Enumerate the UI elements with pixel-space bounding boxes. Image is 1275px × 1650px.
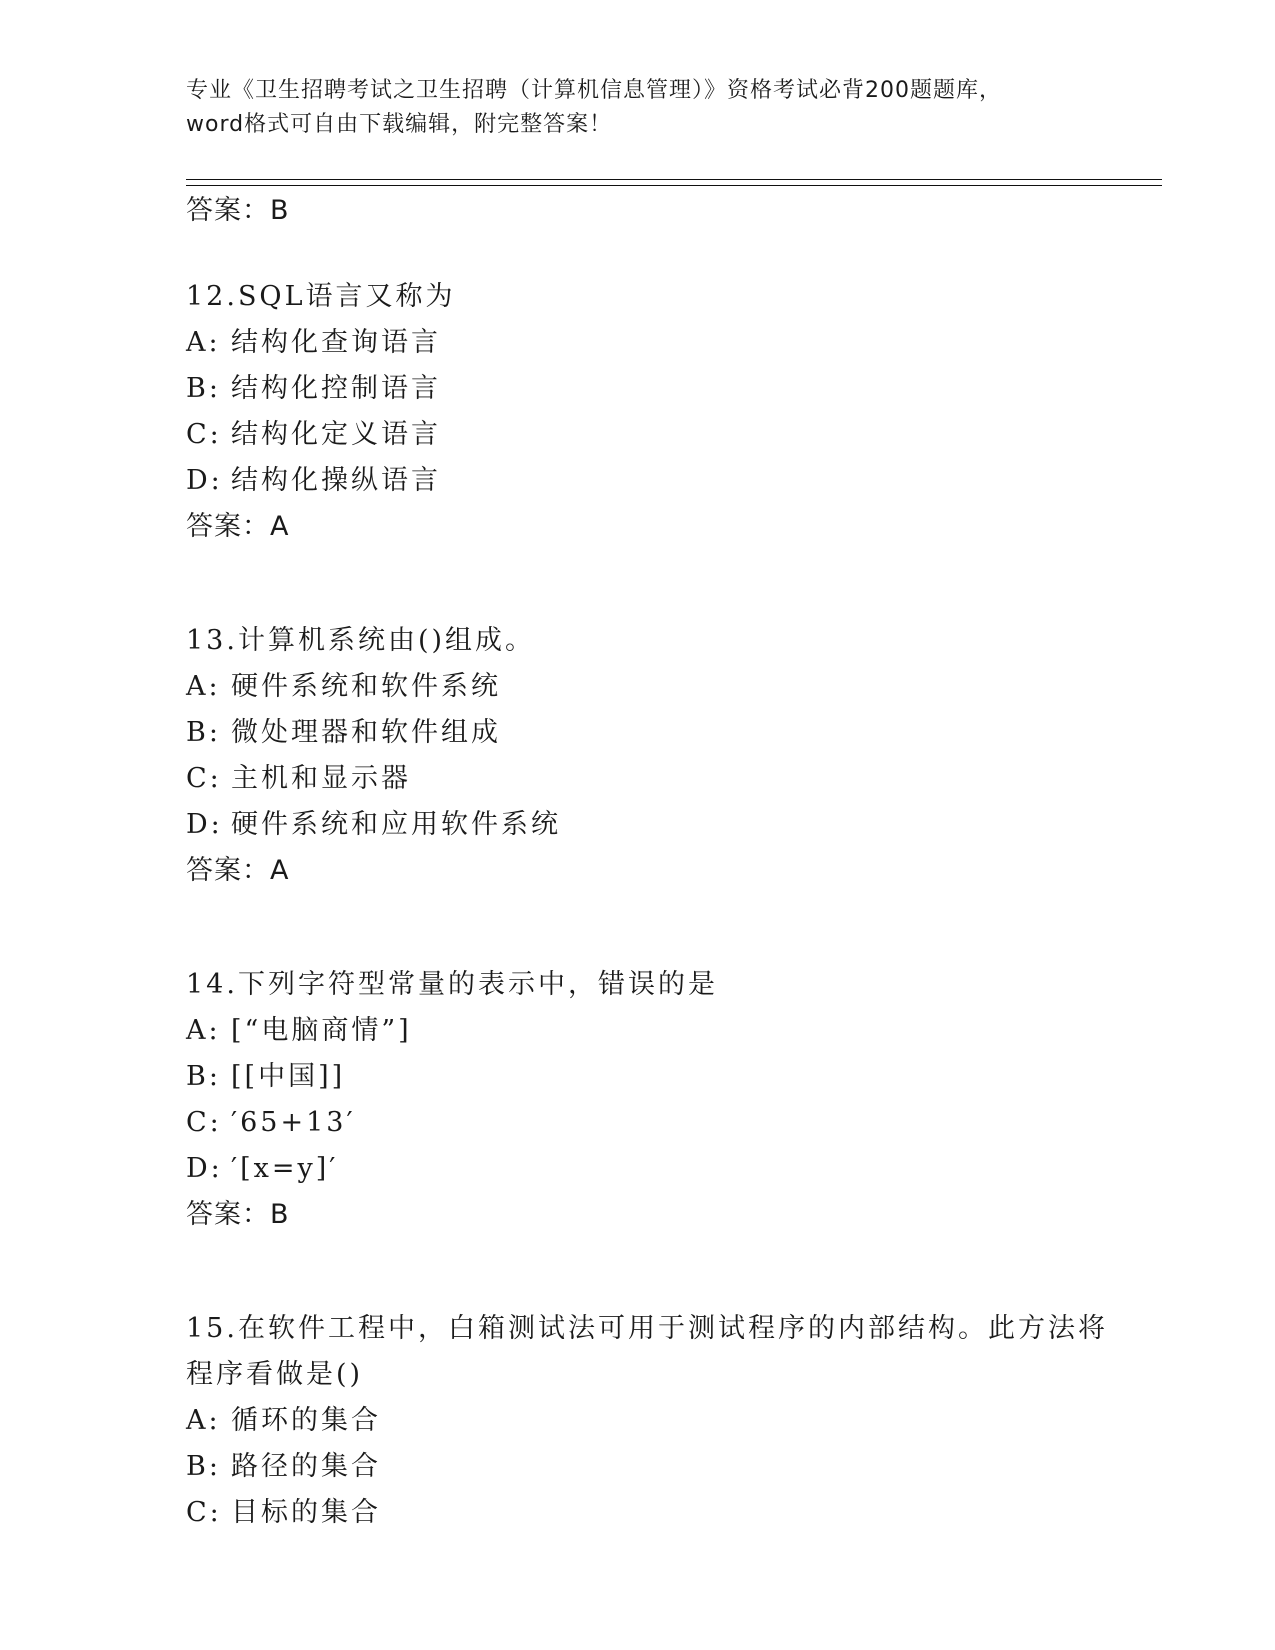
question-text: 13.计算机系统由()组成。 (186, 625, 536, 656)
spacer (186, 1238, 1162, 1306)
spacer (186, 234, 1162, 274)
option-d (186, 802, 1162, 848)
answer-line: 答案：A (186, 855, 290, 886)
option-d (186, 458, 1162, 504)
option-letter: C: (186, 1497, 222, 1528)
option-a (186, 1398, 1162, 1444)
question-text: 12.SQL语言又称为 (186, 281, 456, 312)
option-letter: A: (186, 671, 221, 702)
option-b (186, 710, 1162, 756)
option-c (186, 1100, 1162, 1146)
option-letter: C: (186, 763, 222, 794)
header-title-line-1: 专业《卫生招聘考试之卫生招聘（计算机信息管理）》资格考试必背200题题库， (186, 78, 1002, 103)
option-text: 目标的集合 (231, 1497, 381, 1528)
option-letter: B: (186, 373, 221, 404)
option-text: [“电脑商情”] (231, 1015, 412, 1046)
answer-line: 答案：A (186, 511, 290, 542)
option-text: ′65+13′ (231, 1107, 356, 1138)
option-letter: A: (186, 1015, 221, 1046)
question-text: 14.下列字符型常量的表示中，错误的是 (186, 969, 718, 1000)
question-12 (186, 274, 1162, 320)
option-letter: A: (186, 327, 221, 358)
document-header (186, 74, 1146, 142)
option-text: 结构化查询语言 (231, 327, 441, 358)
option-text: ′[x=y]′ (231, 1153, 339, 1184)
option-c (186, 756, 1162, 802)
question-text-continued: 程序看做是() (186, 1359, 364, 1390)
option-letter: D: (186, 465, 223, 496)
option-letter: C: (186, 1107, 222, 1138)
question-13 (186, 618, 1162, 664)
option-letter: B: (186, 717, 221, 748)
question-text: 15.在软件工程中，白箱测试法可用于测试程序的内部结构。此方法将 (186, 1313, 1108, 1344)
option-letter: B: (186, 1061, 221, 1092)
option-a (186, 320, 1162, 366)
option-letter: D: (186, 1153, 223, 1184)
option-text: 主机和显示器 (231, 763, 411, 794)
option-d (186, 1146, 1162, 1192)
question-15 (186, 1306, 1162, 1398)
header-title-line-2: word格式可自由下载编辑，附完整答案！ (186, 112, 613, 137)
option-b (186, 1054, 1162, 1100)
option-a (186, 1008, 1162, 1054)
option-text: 循环的集合 (231, 1405, 381, 1436)
option-text: [[中国]] (231, 1061, 346, 1092)
option-letter: C: (186, 419, 222, 450)
option-letter: B: (186, 1451, 221, 1482)
option-text: 结构化操纵语言 (231, 465, 441, 496)
answer-line: 答案：B (186, 1199, 290, 1230)
spacer (186, 894, 1162, 962)
option-text: 硬件系统和应用软件系统 (231, 809, 561, 840)
option-c (186, 1490, 1162, 1536)
option-b (186, 1444, 1162, 1490)
question-list (186, 188, 1162, 1536)
answer-line: 答案：B (186, 195, 290, 226)
option-b (186, 366, 1162, 412)
option-text: 路径的集合 (231, 1451, 381, 1482)
option-text: 微处理器和软件组成 (231, 717, 501, 748)
option-a (186, 664, 1162, 710)
option-text: 结构化定义语言 (231, 419, 441, 450)
option-c (186, 412, 1162, 458)
option-text: 结构化控制语言 (231, 373, 441, 404)
header-divider (186, 179, 1162, 186)
option-text: 硬件系统和软件系统 (231, 671, 501, 702)
option-letter: D: (186, 809, 223, 840)
option-letter: A: (186, 1405, 221, 1436)
spacer (186, 550, 1162, 618)
question-14 (186, 962, 1162, 1008)
